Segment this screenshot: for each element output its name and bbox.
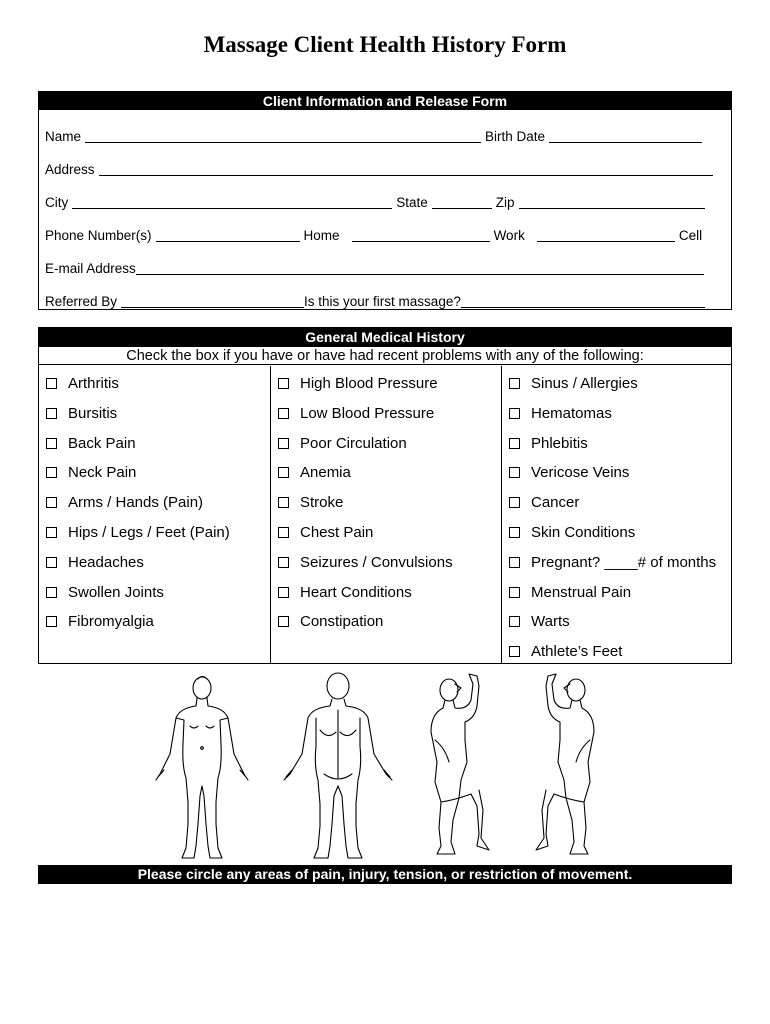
condition-checkbox[interactable] bbox=[46, 557, 57, 568]
client-information-header: Client Information and Release Form bbox=[39, 92, 731, 110]
cell-phone-field[interactable] bbox=[537, 228, 675, 242]
name-row bbox=[45, 128, 717, 146]
condition-checkbox[interactable] bbox=[278, 587, 289, 598]
email-row bbox=[45, 260, 717, 278]
first-massage-field[interactable] bbox=[461, 294, 705, 308]
condition-item[interactable] bbox=[271, 524, 501, 554]
condition-item[interactable] bbox=[502, 613, 731, 643]
condition-label: Headaches bbox=[68, 553, 144, 571]
condition-column-3 bbox=[501, 366, 731, 663]
condition-item[interactable] bbox=[271, 613, 501, 643]
condition-checkbox[interactable] bbox=[278, 527, 289, 538]
condition-label: Warts bbox=[531, 613, 570, 631]
condition-label: High Blood Pressure bbox=[300, 375, 438, 392]
condition-item[interactable] bbox=[502, 584, 731, 614]
zip-field[interactable] bbox=[519, 195, 705, 209]
condition-label: Sinus / Allergies bbox=[531, 375, 638, 392]
condition-label: Hematomas bbox=[531, 404, 612, 422]
condition-checkbox[interactable] bbox=[278, 408, 289, 419]
condition-label: Arthritis bbox=[68, 375, 119, 392]
condition-checkbox[interactable] bbox=[46, 527, 57, 538]
condition-label: Chest Pain bbox=[300, 523, 374, 541]
condition-item[interactable] bbox=[271, 405, 501, 435]
condition-item[interactable] bbox=[502, 375, 731, 405]
condition-label: Skin Conditions bbox=[531, 523, 636, 541]
cell-label: Cell bbox=[678, 228, 703, 243]
home-phone-field[interactable] bbox=[156, 228, 300, 242]
condition-checkbox[interactable] bbox=[278, 616, 289, 627]
phone-row bbox=[45, 227, 717, 245]
condition-item[interactable] bbox=[502, 524, 731, 554]
condition-label: Constipation bbox=[300, 613, 384, 631]
medical-history-header: General Medical History bbox=[39, 328, 731, 347]
condition-label: Anemia bbox=[300, 464, 351, 482]
email-label: E-mail Address bbox=[45, 261, 136, 276]
condition-checkbox[interactable] bbox=[509, 527, 520, 538]
condition-item[interactable] bbox=[39, 464, 270, 494]
home-label: Home bbox=[303, 228, 340, 243]
condition-item[interactable] bbox=[39, 494, 270, 524]
condition-checkbox[interactable] bbox=[509, 438, 520, 449]
condition-checkbox[interactable] bbox=[46, 467, 57, 478]
condition-column-2 bbox=[270, 366, 501, 663]
condition-column-1 bbox=[39, 366, 270, 663]
condition-item[interactable] bbox=[502, 435, 731, 465]
condition-checkbox[interactable] bbox=[46, 616, 57, 627]
condition-item[interactable] bbox=[502, 554, 731, 584]
condition-item[interactable] bbox=[271, 554, 501, 584]
referred-row bbox=[45, 293, 717, 311]
condition-item[interactable] bbox=[39, 435, 270, 465]
condition-label: Pregnant? ____# of months bbox=[531, 553, 717, 571]
name-label: Name bbox=[45, 129, 82, 144]
body-front-view[interactable] bbox=[156, 677, 248, 859]
address-row bbox=[45, 161, 717, 179]
condition-checkbox[interactable] bbox=[509, 646, 520, 657]
referred-field[interactable] bbox=[121, 294, 304, 308]
condition-label: Hips / Legs / Feet (Pain) bbox=[68, 523, 230, 541]
form-title: Massage Client Health History Form bbox=[203, 32, 567, 57]
condition-label: Vericose Veins bbox=[531, 464, 630, 482]
condition-item[interactable] bbox=[502, 405, 731, 435]
state-label: State bbox=[396, 195, 428, 210]
condition-label: Heart Conditions bbox=[300, 583, 412, 601]
body-back-view[interactable] bbox=[284, 673, 392, 858]
medical-history-instruction: Check the box if you have or have had recent problems with any of the following: bbox=[39, 347, 731, 365]
condition-item[interactable] bbox=[39, 554, 270, 584]
condition-checkbox[interactable] bbox=[509, 408, 520, 419]
condition-checkbox[interactable] bbox=[46, 408, 57, 419]
condition-item[interactable] bbox=[271, 464, 501, 494]
state-field[interactable] bbox=[432, 195, 492, 209]
address-field[interactable] bbox=[99, 162, 713, 176]
body-diagram-instruction: Please circle any areas of pain, injury, tension, or restriction of movement. bbox=[38, 865, 732, 884]
condition-label: Phlebitis bbox=[531, 434, 588, 452]
condition-label: Poor Circulation bbox=[300, 434, 407, 452]
work-label: Work bbox=[493, 228, 525, 243]
body-diagram bbox=[130, 666, 650, 866]
condition-item[interactable] bbox=[502, 464, 731, 494]
condition-checkbox[interactable] bbox=[278, 497, 289, 508]
condition-label: Athlete’s Feet bbox=[531, 643, 623, 661]
zip-label: Zip bbox=[495, 195, 515, 210]
condition-label: Fibromyalgia bbox=[68, 613, 154, 631]
condition-checkbox[interactable] bbox=[278, 378, 289, 389]
medical-history-section bbox=[38, 327, 732, 664]
condition-checkbox[interactable] bbox=[278, 438, 289, 449]
client-information-section bbox=[38, 91, 732, 310]
condition-item[interactable] bbox=[39, 584, 270, 614]
condition-checkbox[interactable] bbox=[46, 587, 57, 598]
condition-checkbox[interactable] bbox=[509, 616, 520, 627]
condition-label: Back Pain bbox=[68, 434, 136, 452]
address-label: Address bbox=[45, 162, 95, 177]
city-field[interactable] bbox=[72, 195, 392, 209]
referred-label: Referred By bbox=[45, 294, 118, 309]
birth-date-label: Birth Date bbox=[485, 129, 546, 144]
city-label: City bbox=[45, 195, 69, 210]
condition-checkbox[interactable] bbox=[509, 467, 520, 478]
birth-date-field[interactable] bbox=[549, 129, 702, 143]
condition-item[interactable] bbox=[39, 524, 270, 554]
condition-checkbox[interactable] bbox=[509, 587, 520, 598]
condition-item[interactable] bbox=[271, 494, 501, 524]
condition-checkbox[interactable] bbox=[509, 557, 520, 568]
condition-item[interactable] bbox=[271, 375, 501, 405]
condition-item[interactable] bbox=[271, 584, 501, 614]
city-row bbox=[45, 194, 717, 212]
condition-checkbox[interactable] bbox=[46, 438, 57, 449]
condition-checkbox[interactable] bbox=[46, 378, 57, 389]
condition-item[interactable] bbox=[271, 435, 501, 465]
condition-label: Seizures / Convulsions bbox=[300, 553, 453, 571]
condition-label: Neck Pain bbox=[68, 464, 137, 482]
condition-checkbox[interactable] bbox=[509, 497, 520, 508]
name-field[interactable] bbox=[85, 129, 481, 143]
condition-label: Swollen Joints bbox=[68, 583, 164, 601]
condition-checkbox[interactable] bbox=[509, 378, 520, 389]
condition-item[interactable] bbox=[502, 494, 731, 524]
body-right-side-view[interactable] bbox=[431, 674, 489, 854]
condition-label: Cancer bbox=[531, 494, 580, 512]
condition-label: Bursitis bbox=[68, 404, 118, 422]
condition-item[interactable] bbox=[39, 613, 270, 643]
email-field[interactable] bbox=[136, 261, 704, 275]
condition-label: Low Blood Pressure bbox=[300, 404, 435, 422]
condition-item[interactable] bbox=[39, 375, 270, 405]
phone-label: Phone Number(s) bbox=[45, 228, 152, 243]
condition-label: Stroke bbox=[300, 494, 344, 512]
condition-checkbox[interactable] bbox=[46, 497, 57, 508]
work-phone-field[interactable] bbox=[352, 228, 490, 242]
condition-label: Menstrual Pain bbox=[531, 583, 632, 601]
body-left-side-view[interactable] bbox=[536, 674, 594, 854]
first-massage-label: Is this your first massage? bbox=[304, 294, 461, 309]
condition-item[interactable] bbox=[39, 405, 270, 435]
condition-label: Arms / Hands (Pain) bbox=[68, 494, 204, 512]
condition-checkbox[interactable] bbox=[278, 557, 289, 568]
condition-checkbox[interactable] bbox=[278, 467, 289, 478]
